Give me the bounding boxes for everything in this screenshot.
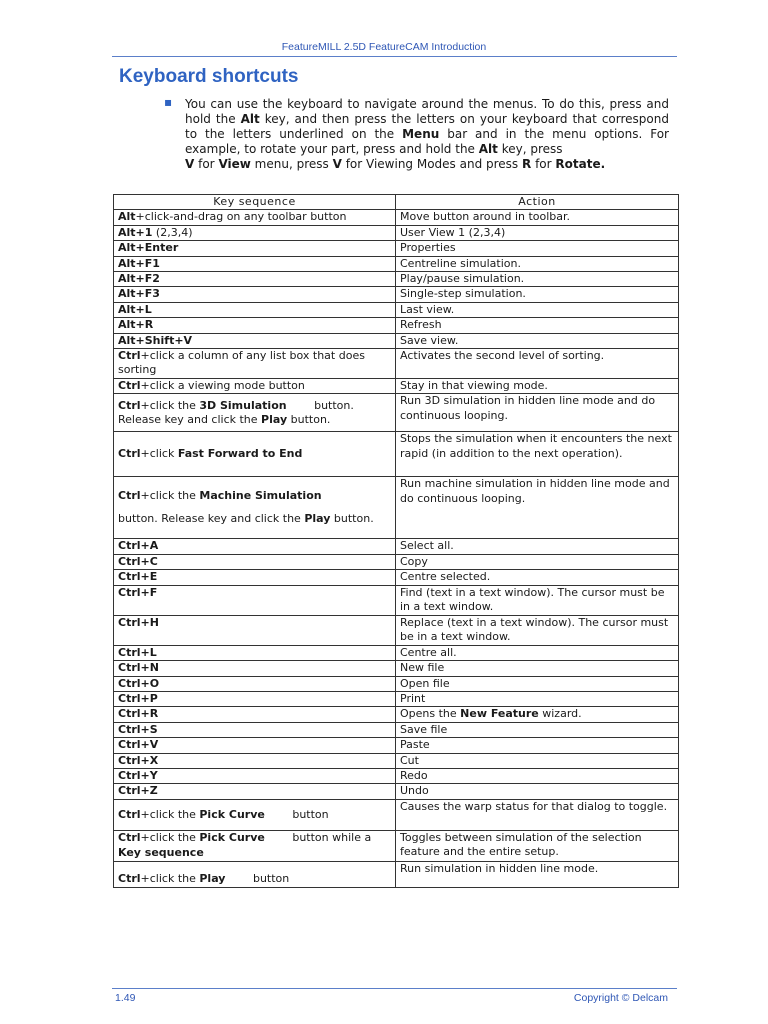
table-row bbox=[114, 691, 679, 706]
key-cell bbox=[114, 691, 396, 706]
action-cell bbox=[396, 707, 679, 722]
table-row bbox=[114, 302, 679, 317]
table-row bbox=[114, 225, 679, 240]
action-cell: Open file bbox=[396, 676, 679, 691]
key-combo: Ctrl bbox=[118, 398, 141, 412]
key-cell bbox=[114, 707, 396, 722]
key-cell bbox=[114, 753, 396, 768]
key-ui-name: Play bbox=[304, 512, 331, 526]
intro-text: bar and in the menu options. For example, to rotate your part, press and hold the bbox=[185, 127, 669, 156]
action-cell: Copy bbox=[396, 554, 679, 569]
intro-text: for bbox=[194, 157, 219, 171]
key-combo: Ctrl+E bbox=[118, 570, 158, 584]
action-cell: Centreline simulation. bbox=[396, 256, 679, 271]
action-cell: Select all. bbox=[396, 539, 679, 554]
key-ui-name: Key sequence bbox=[118, 845, 204, 859]
key-combo: Alt+R bbox=[118, 318, 154, 332]
intro-key-menu: Menu bbox=[402, 127, 440, 141]
key-combo: Alt+1 bbox=[118, 225, 153, 239]
table-row bbox=[114, 661, 679, 676]
intro-text: You can use the keyboard to navigate around the menus. To do this, press and hold the bbox=[185, 97, 669, 126]
action-cell: Redo bbox=[396, 768, 679, 783]
key-combo: Ctrl+O bbox=[118, 676, 160, 690]
key-cell bbox=[114, 349, 396, 379]
action-cell: Undo bbox=[396, 784, 679, 799]
key-text: (2,3,4) bbox=[152, 225, 193, 239]
key-text: button. Release key and click the bbox=[118, 512, 305, 526]
action-cell: Refresh bbox=[396, 318, 679, 333]
key-cell bbox=[114, 287, 396, 302]
key-cell bbox=[114, 379, 396, 394]
key-text: button bbox=[288, 807, 329, 821]
key-combo: Ctrl+Z bbox=[118, 784, 158, 798]
section-title: Keyboard shortcuts bbox=[119, 66, 299, 87]
action-cell: Run machine simulation in hidden line mode and do continuous looping. bbox=[396, 477, 679, 539]
column-header-key-sequence: Key sequence bbox=[114, 195, 396, 210]
key-cell bbox=[114, 768, 396, 783]
key-combo: Alt+L bbox=[118, 302, 152, 316]
table-row bbox=[114, 861, 679, 887]
table-row bbox=[114, 318, 679, 333]
key-combo: Ctrl+L bbox=[118, 645, 157, 659]
intro-key-v: V bbox=[185, 157, 195, 171]
key-text: +click the bbox=[140, 872, 200, 886]
table-row bbox=[114, 477, 679, 539]
copyright: Copyright © Delcam bbox=[573, 992, 668, 1004]
key-text: +click a viewing mode button bbox=[140, 379, 305, 393]
key-text: button while a bbox=[288, 831, 372, 845]
action-cell: Paste bbox=[396, 738, 679, 753]
action-cell: Last view. bbox=[396, 302, 679, 317]
running-header: FeatureMILL 2.5D FeatureCAM Introduction bbox=[281, 41, 487, 53]
table-row bbox=[114, 753, 679, 768]
action-cell: Run simulation in hidden line mode. bbox=[396, 861, 679, 887]
key-cell bbox=[114, 539, 396, 554]
key-text: +click bbox=[140, 447, 178, 461]
action-cell: Run 3D simulation in hidden line mode and do continuous looping. bbox=[396, 394, 679, 432]
action-cell: Save file bbox=[396, 722, 679, 737]
key-ui-name: 3D Simulation bbox=[199, 398, 287, 412]
intro-text: key, and then press the letters on your keyboard that correspond to the letters underlined on the bbox=[185, 112, 669, 141]
table-row bbox=[114, 432, 679, 477]
key-cell bbox=[114, 585, 396, 615]
action-cell: Play/pause simulation. bbox=[396, 272, 679, 287]
action-cell: Activates the second level of sorting. bbox=[396, 349, 679, 379]
intro-key-alt: Alt bbox=[478, 142, 498, 156]
key-text: +click the bbox=[140, 489, 200, 503]
action-text: Opens the bbox=[400, 707, 461, 721]
intro-paragraph bbox=[164, 95, 669, 172]
key-cell bbox=[114, 570, 396, 585]
shortcuts-table bbox=[113, 194, 679, 888]
key-combo: Alt bbox=[118, 210, 136, 224]
key-combo: Ctrl bbox=[118, 379, 141, 393]
table-row bbox=[114, 722, 679, 737]
intro-text: key, press bbox=[497, 142, 563, 156]
action-cell: Single-step simulation. bbox=[396, 287, 679, 302]
key-cell bbox=[114, 661, 396, 676]
key-combo: Alt+Shift+V bbox=[118, 333, 193, 347]
key-text: button bbox=[249, 872, 290, 886]
table-row bbox=[114, 287, 679, 302]
table-row bbox=[114, 615, 679, 645]
key-combo: Ctrl bbox=[118, 831, 141, 845]
key-ui-name: Machine Simulation bbox=[199, 489, 322, 503]
key-cell bbox=[114, 318, 396, 333]
table-row bbox=[114, 799, 679, 830]
key-ui-name: Play bbox=[199, 872, 226, 886]
intro-key-rotate: Rotate. bbox=[555, 157, 606, 171]
table-row bbox=[114, 210, 679, 225]
table-row bbox=[114, 333, 679, 348]
action-cell: Toggles between simulation of the selection feature and the entire setup. bbox=[396, 830, 679, 861]
key-cell bbox=[114, 210, 396, 225]
action-text: wizard. bbox=[538, 707, 582, 721]
key-combo: Ctrl+P bbox=[118, 691, 158, 705]
key-cell bbox=[114, 394, 396, 432]
column-header-action: Action bbox=[396, 195, 679, 210]
key-combo: Ctrl+R bbox=[118, 707, 159, 721]
table-row bbox=[114, 379, 679, 394]
key-combo: Alt+F3 bbox=[118, 287, 160, 301]
table-row bbox=[114, 256, 679, 271]
table-row bbox=[114, 394, 679, 432]
key-cell bbox=[114, 645, 396, 660]
table-row bbox=[114, 676, 679, 691]
table-row bbox=[114, 570, 679, 585]
key-cell bbox=[114, 302, 396, 317]
action-cell: Properties bbox=[396, 241, 679, 256]
key-cell bbox=[114, 225, 396, 240]
table-row bbox=[114, 830, 679, 861]
key-text: +click-and-drag on any toolbar button bbox=[135, 210, 347, 224]
key-combo: Alt+Enter bbox=[118, 241, 179, 255]
action-cell: Stay in that viewing mode. bbox=[396, 379, 679, 394]
key-cell bbox=[114, 676, 396, 691]
key-ui-name: Play bbox=[261, 412, 288, 426]
key-cell bbox=[114, 241, 396, 256]
action-cell: Replace (text in a text window). The cursor must be in a text window. bbox=[396, 615, 679, 645]
table-row bbox=[114, 585, 679, 615]
action-cell: Save view. bbox=[396, 333, 679, 348]
key-text: button. Release key and click the bbox=[118, 398, 354, 426]
key-combo: Ctrl+S bbox=[118, 722, 158, 736]
footer-rule bbox=[112, 988, 677, 989]
action-cell: Centre selected. bbox=[396, 570, 679, 585]
table-row bbox=[114, 272, 679, 287]
key-cell bbox=[114, 477, 396, 539]
header-rule bbox=[112, 56, 677, 57]
key-cell bbox=[114, 830, 396, 861]
key-text: +click the bbox=[140, 831, 200, 845]
key-ui-name: Fast Forward to End bbox=[177, 447, 303, 461]
key-combo: Ctrl+C bbox=[118, 554, 158, 568]
key-cell bbox=[114, 784, 396, 799]
action-cell: User View 1 (2,3,4) bbox=[396, 225, 679, 240]
key-cell bbox=[114, 799, 396, 830]
key-combo: Ctrl bbox=[118, 807, 141, 821]
table-row bbox=[114, 645, 679, 660]
table-header-row bbox=[114, 195, 679, 210]
action-cell: Move button around in toolbar. bbox=[396, 210, 679, 225]
key-cell bbox=[114, 432, 396, 477]
action-cell: Stops the simulation when it encounters the next rapid (in addition to the next operation). bbox=[396, 432, 679, 477]
key-combo: Alt+F1 bbox=[118, 256, 160, 270]
key-combo: Ctrl+A bbox=[118, 539, 159, 553]
key-text: +click the bbox=[140, 807, 200, 821]
intro-key-v: V bbox=[332, 157, 342, 171]
table-row bbox=[114, 768, 679, 783]
key-text: button. bbox=[330, 512, 374, 526]
table-row bbox=[114, 241, 679, 256]
table-row bbox=[114, 554, 679, 569]
key-text: button. bbox=[287, 412, 331, 426]
action-cell: Cut bbox=[396, 753, 679, 768]
key-combo: Ctrl bbox=[118, 872, 141, 886]
table-row bbox=[114, 707, 679, 722]
key-combo: Ctrl+N bbox=[118, 661, 159, 675]
page-number: 1.49 bbox=[115, 992, 136, 1004]
table-row bbox=[114, 349, 679, 379]
intro-text: menu, press bbox=[250, 157, 333, 171]
intro-key-alt: Alt bbox=[240, 112, 260, 126]
key-cell bbox=[114, 738, 396, 753]
bullet-icon: ▪ bbox=[164, 95, 173, 109]
key-cell bbox=[114, 333, 396, 348]
toolbar-button-icon bbox=[118, 503, 391, 512]
key-combo: Alt+F2 bbox=[118, 272, 160, 286]
action-ui-name: New Feature bbox=[460, 707, 539, 721]
table-row bbox=[114, 539, 679, 554]
table-row bbox=[114, 738, 679, 753]
table-row bbox=[114, 784, 679, 799]
intro-key-view: View bbox=[218, 157, 251, 171]
key-combo: Ctrl+X bbox=[118, 753, 159, 767]
key-combo: Ctrl+V bbox=[118, 738, 159, 752]
key-ui-name: Pick Curve bbox=[199, 807, 265, 821]
key-cell bbox=[114, 615, 396, 645]
key-combo: Ctrl+Y bbox=[118, 768, 158, 782]
key-combo: Ctrl+F bbox=[118, 585, 158, 599]
intro-text: for bbox=[531, 157, 556, 171]
key-text: +click a column of any list box that does sorting bbox=[118, 349, 365, 377]
action-cell: New file bbox=[396, 661, 679, 676]
key-cell bbox=[114, 554, 396, 569]
action-cell: Centre all. bbox=[396, 645, 679, 660]
key-cell bbox=[114, 256, 396, 271]
action-cell: Find (text in a text window). The cursor must be in a text window. bbox=[396, 585, 679, 615]
key-combo: Ctrl bbox=[118, 447, 141, 461]
key-cell bbox=[114, 861, 396, 887]
intro-key-r: R bbox=[522, 157, 532, 171]
action-cell: Print bbox=[396, 691, 679, 706]
intro-text: for Viewing Modes and press bbox=[341, 157, 522, 171]
key-cell bbox=[114, 272, 396, 287]
key-combo: Ctrl+H bbox=[118, 615, 159, 629]
key-ui-name: Pick Curve bbox=[199, 831, 265, 845]
key-cell bbox=[114, 722, 396, 737]
key-combo: Ctrl bbox=[118, 349, 141, 363]
key-text: +click the bbox=[140, 398, 200, 412]
key-combo: Ctrl bbox=[118, 489, 141, 503]
action-cell: Causes the warp status for that dialog to toggle. bbox=[396, 799, 679, 830]
